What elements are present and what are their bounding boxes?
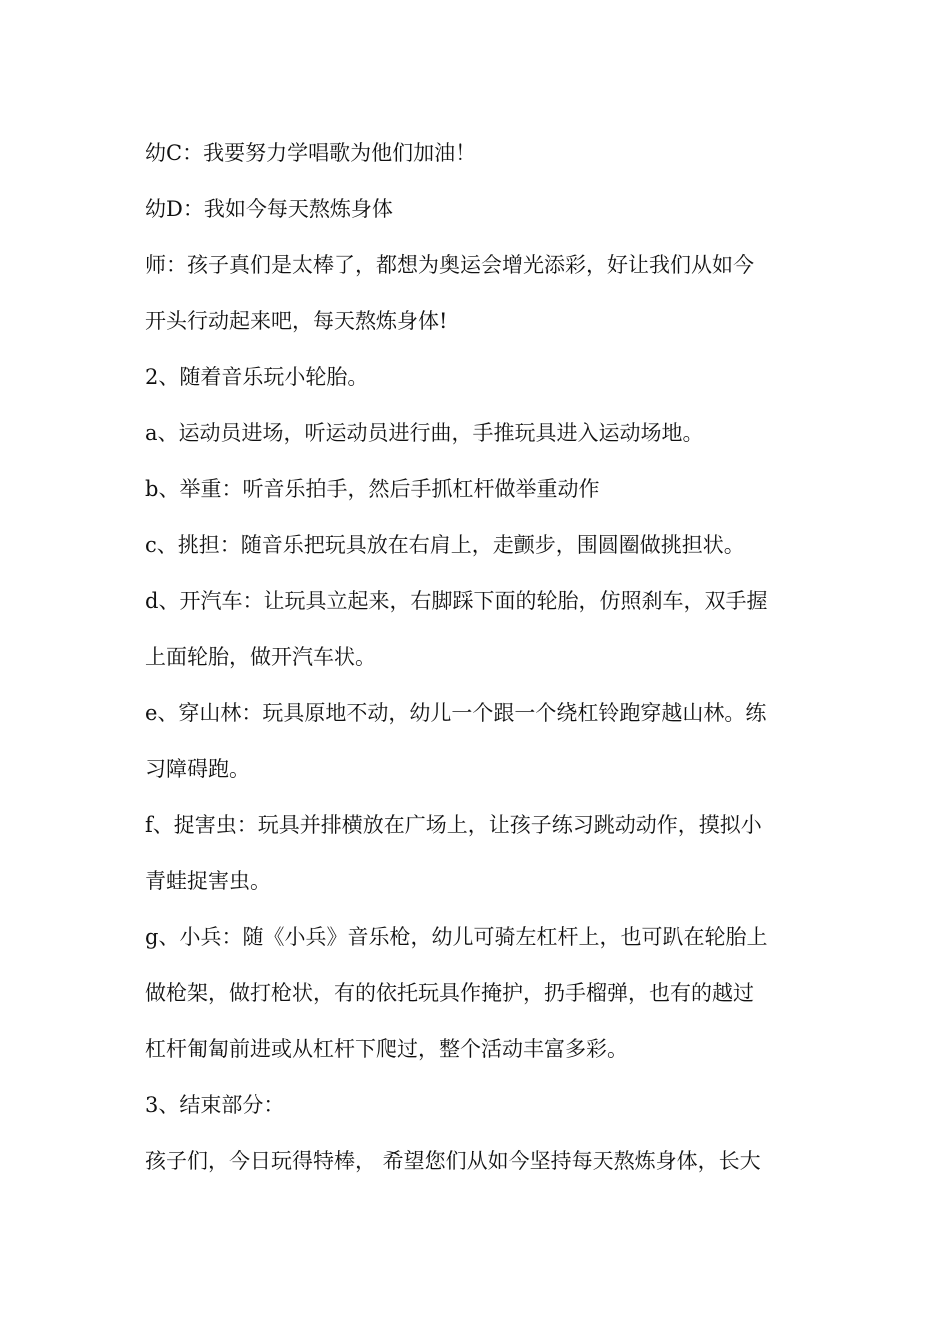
text-line: 孩子们，今日玩得特棒， 希望您们从如今坚持每天熬炼身体，长大 [145,1149,761,1173]
text-line: d、开汽车：让玩具立起来，右脚踩下面的轮胎，仿照刹车，双手握 [145,589,768,613]
text-line: 3、结束部分： [145,1093,285,1117]
text-line: 做枪架，做打枪状，有的依托玩具作掩护，扔手榴弹，也有的越过 [145,981,754,1005]
text-line: 杠杆匍匐前进或从杠杆下爬过，整个活动丰富多彩。 [145,1037,628,1061]
text-line: 2、随着音乐玩小轮胎。 [145,365,369,389]
text-line: 幼C：我要努力学唱歌为他们加油！ [145,141,477,165]
text-line: e、穿山林：玩具原地不动，幼儿一个跟一个绕杠铃跑穿越山林。练 [145,701,767,725]
text-line: b、举重：听音乐拍手，然后手抓杠杆做举重动作 [145,477,600,501]
text-line: 上面轮胎，做开汽车状。 [145,645,376,669]
text-line: a、运动员进场，听运动员进行曲，手推玩具进入运动场地。 [145,421,704,445]
text-line: 习障碍跑。 [145,757,250,781]
text-line: 师：孩子真们是太棒了，都想为奥运会增光添彩，好让我们从如今 [145,253,754,277]
text-line: 青蛙捉害虫。 [145,869,271,893]
text-line: 开头行动起来吧，每天熬炼身体! [145,309,448,333]
text-line: g、小兵：随《小兵》音乐枪，幼儿可骑左杠杆上，也可趴在轮胎上 [145,925,768,949]
text-line: c、挑担：随音乐把玩具放在右肩上，走颤步，围圆圈做挑担状。 [145,533,745,557]
text-line: f、捉害虫：玩具并排横放在广场上，让孩子练习跳动动作，摸拟小 [145,813,762,837]
text-line: 幼D：我如今每天熬炼身体 [145,197,393,221]
